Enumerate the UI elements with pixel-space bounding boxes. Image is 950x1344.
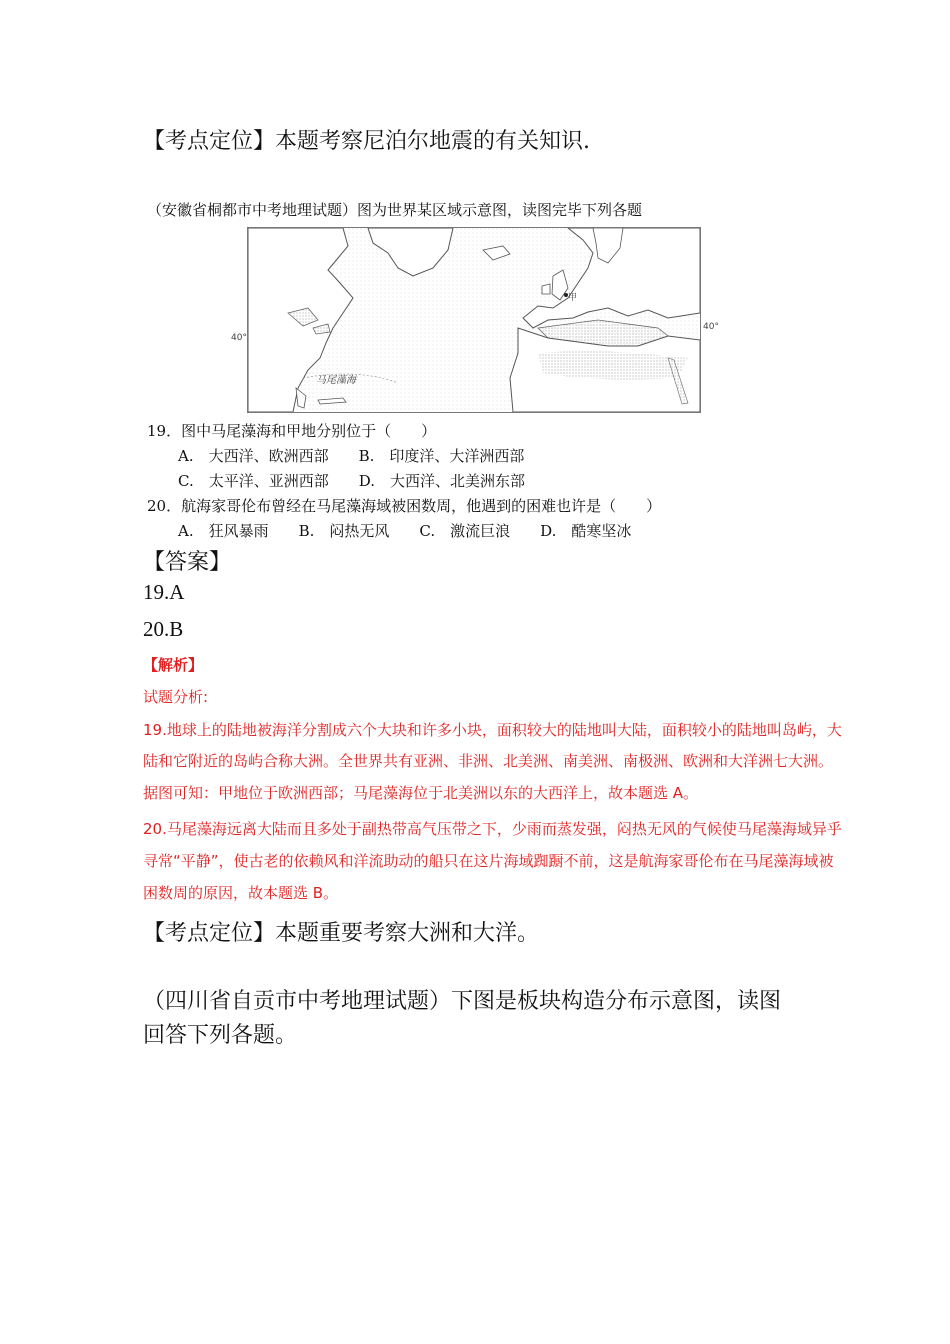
- analysis-header: 【解析】: [143, 656, 204, 674]
- q19-options-row2: C. 太平洋、亚洲西部 D. 大西洋、北美洲东部: [178, 472, 525, 490]
- kaodian-line-1: 【考点定位】本题考察尼泊尔地震的有关知识.: [143, 129, 590, 154]
- q20-stem: 20．航海家哥伦布曾经在马尾藻海域被困数周，他遇到的困难也许是（ ）: [147, 497, 662, 515]
- analysis-19-line3: 据图可知：甲地位于欧洲西部；马尾藻海位于北美洲以东的大西洋上，故本题选 A。: [143, 784, 699, 802]
- next-question-line1: （四川省自贡市中考地理试题）下图是板块构造分布示意图，读图: [143, 989, 782, 1014]
- q19-stem: 19．图中马尾藻海和甲地分别位于（ ）: [147, 422, 437, 440]
- analysis-intro: 试题分析:: [143, 688, 209, 706]
- world-region-map: [247, 227, 701, 413]
- question-source: （安徽省桐都市中考地理试题）图为世界某区域示意图，读图完毕下列各题: [147, 201, 643, 219]
- map-lat-left: 40°: [231, 333, 247, 343]
- analysis-20-line3: 困数周的原因，故本题选 B。: [143, 884, 339, 902]
- analysis-19-line2: 陆和它附近的岛屿合称大洲。全世界共有亚洲、非洲、北美洲、南美洲、南极洲、欧洲和大洋洲七大洲。: [143, 752, 834, 770]
- analysis-20-line2: 寻常“平静”，使古老的依赖风和洋流助动的船只在这片海域踟蹰不前，这是航海家哥伦布在马尾藻海域被: [143, 852, 834, 870]
- map-label-jia: 甲: [568, 293, 578, 303]
- next-question-line2: 回答下列各题。: [143, 1023, 298, 1048]
- analysis-19-line1: 19.地球上的陆地被海洋分割成六个大块和许多小块，面积较大的陆地叫大陆，面积较小的陆地叫岛屿，大: [143, 721, 842, 739]
- map-label-sargasso: 马尾藻海: [316, 375, 356, 386]
- map-lat-right: 40°: [703, 322, 719, 332]
- answer-header: 【答案】: [143, 550, 232, 575]
- analysis-20-line1: 20.马尾藻海远离大陆而且多处于副热带高气压带之下，少雨而蒸发强，闷热无风的气候使马尾藻海域异乎: [143, 820, 842, 838]
- answer-20: 20.B: [143, 617, 184, 641]
- q19-options-row1: A. 大西洋、欧洲西部 B. 印度洋、大洋洲西部: [178, 447, 525, 465]
- answer-19: 19.A: [143, 580, 185, 604]
- kaodian-line-2: 【考点定位】本题重要考察大洲和大洋。: [143, 921, 540, 946]
- q20-options-row1: A. 狂风暴雨 B. 闷热无风 C. 激流巨浪 D. 酷寒坚冰: [178, 522, 632, 540]
